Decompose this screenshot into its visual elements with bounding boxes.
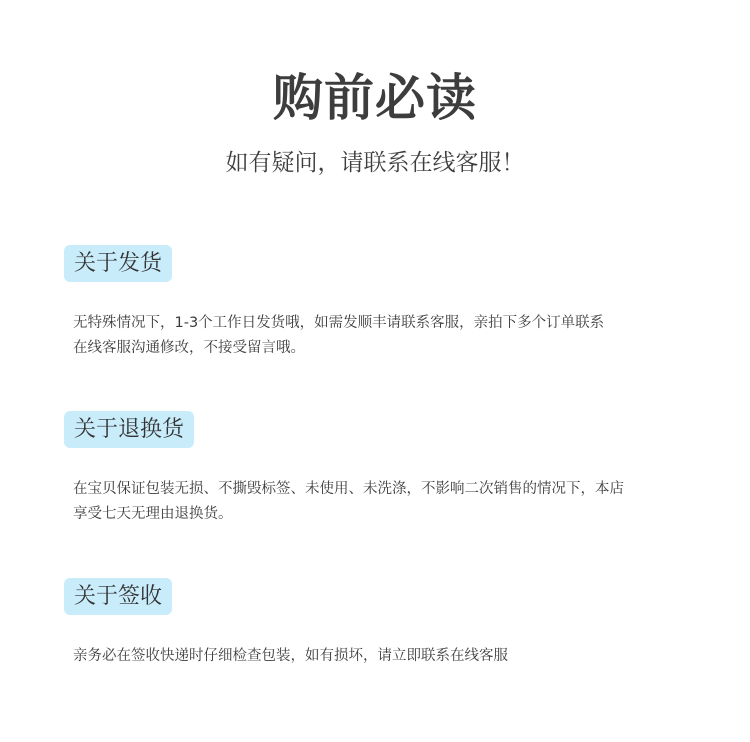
- section-text-returns: [73, 477, 693, 527]
- page-subtitle: 如有疑问，请联系在线客服！: [225, 150, 525, 176]
- section-heading-signing: 关于签收: [64, 578, 172, 615]
- section-text-line: 在线客服沟通修改，不接受留言哦。: [73, 340, 305, 356]
- section-text-line: 亲务必在签收快递时仔细检查包装，如有损坏，请立即联系在线客服: [73, 648, 508, 664]
- section-text-line: 无特殊情况下，1-3个工作日发货哦，如需发顺丰请联系客服，亲拍下多个订单联系: [73, 315, 605, 331]
- section-text-line: 在宝贝保证包装无损、不撕毁标签、未使用、未洗涤，不影响二次销售的情况下，本店: [73, 481, 624, 497]
- section-text-signing: [73, 644, 693, 669]
- page-title: 购前必读: [273, 69, 477, 127]
- section-text-line: 享受七天无理由退换货。: [73, 506, 233, 522]
- section-text-shipping: [73, 311, 693, 361]
- section-heading-shipping: 关于发货: [64, 245, 172, 282]
- section-heading-returns: 关于退换货: [64, 411, 194, 448]
